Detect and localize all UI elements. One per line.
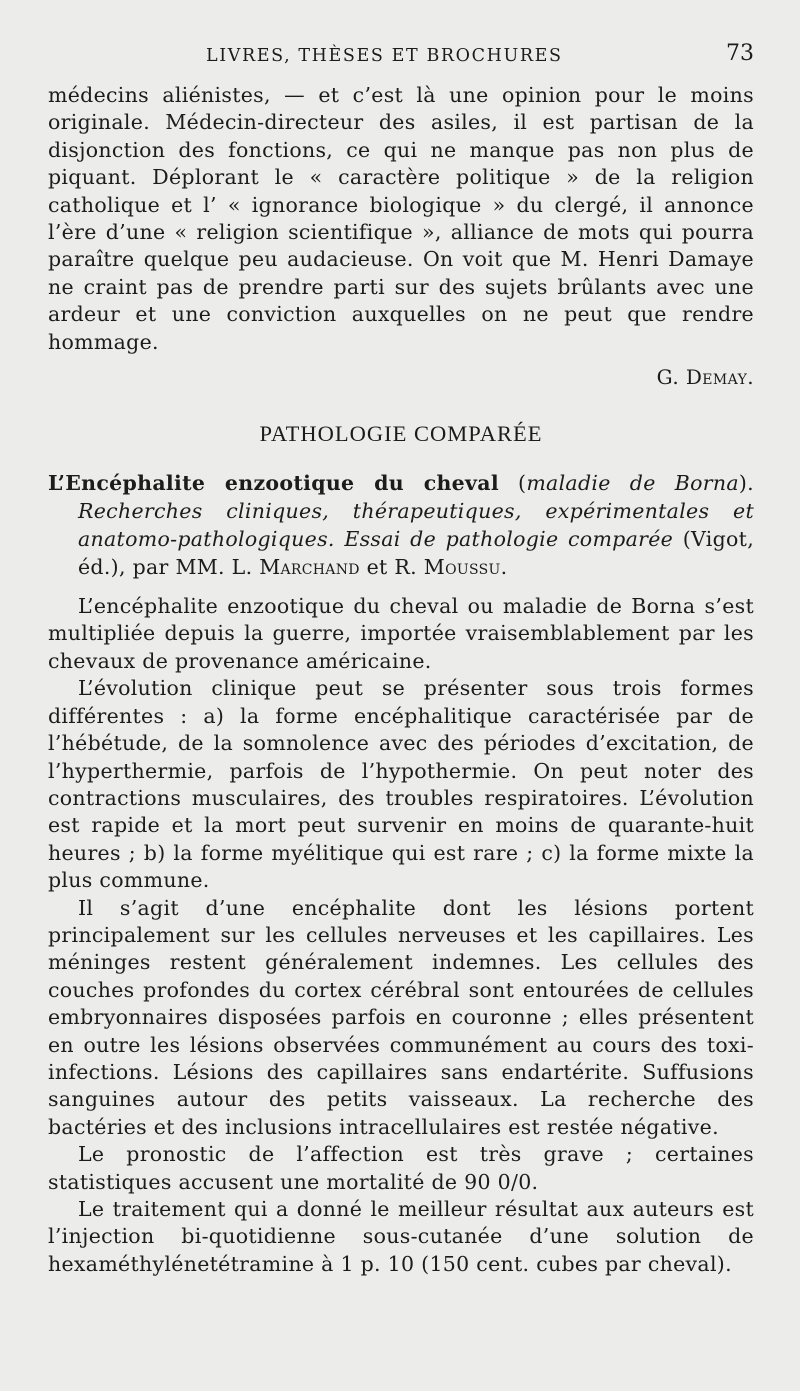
citation-author-2: Moussu. — [423, 555, 508, 580]
citation-title: L’Encéphalite enzootique du cheval — [48, 471, 499, 496]
section-title: PATHOLOGIE COMPARÉE — [259, 421, 543, 447]
signature-name: Demay. — [685, 365, 754, 390]
citation-author-1: Marchand — [259, 555, 360, 580]
citation-description: Recherches cliniques, thérapeutiques, expérimentales et anatomo-pathologiques. Essai de pathologie comparée — [78, 499, 754, 552]
body-paragraph: Le traitement qui a donné le meilleur résultat aux auteurs est l’injection bi-quotidienne sous-cutanée d’une solution de hexaméthylénetétramine à 1 p. 10 (150 cent. cubes par cheval). — [48, 1197, 754, 1276]
running-title: LIVRES, THÈSES ET BROCHURES — [206, 46, 563, 66]
book-citation — [48, 469, 754, 581]
body-paragraph: L’encéphalite enzootique du cheval ou maladie de Borna s’est multipliée depuis la guerre, importée vraisemblablement par les chevaux de provenance américaine. — [48, 594, 754, 673]
review-signature — [48, 365, 754, 389]
body-paragraph: Le pronostic de l’affection est très grave ; certaines statistiques accusent une mortalité de 90 0/0. — [48, 1142, 754, 1194]
review-continuation-paragraph: médecins aliénistes, — et c’est là une opinion pour le moins originale. Médecin-directeur des asiles, il est partisan de la disjonction des fonctions, ce qui ne manque pas non plus de piquant. Déplorant le « caractère politique » de la religion catholique et l’ « ignorance biologique » du clergé, il annonce l’ère d’une « religion scientifique », alliance de mots qui pourra paraître quelque peu audacieuse. On voit que M. Henri Damaye ne craint pas de prendre parti sur des sujets brûlants avec une ardeur et une conviction auxquelles on ne peut que rendre hommage. — [48, 83, 754, 354]
citation-close-paren: ). — [738, 471, 754, 496]
citation-and: et R. — [359, 555, 424, 580]
running-header — [48, 38, 754, 82]
citation-publisher: (Vigot, éd.), par MM. L. — [78, 527, 755, 580]
body-paragraph: L’évolution clinique peut se présenter sous trois formes différentes : a) la forme encéphalitique caractérisée par de l’hébétude, de la somnolence avec des périodes d’excitation, de l’hyperthermie, parfois de l’hypothermie. On peut noter des contractions musculaires, des troubles respiratoires. L’évolution est rapide et la mort peut survenir en moins de quarante-huit heures ; b) la forme myélitique qui est rare ; c) la forme mixte la plus commune. — [48, 676, 754, 893]
body-paragraph: Il s’agit d’une encéphalite dont les lésions portent principalement sur les cellules nerveuses et les capillaires. Les méninges restent généralement indemnes. Les cellules des couches profondes du cortex cérébral sont entourées de cellules embryonnaires disposées parfois en couronne ; elles présentent en outre les lésions observées communément au cours des toxi-infections. Lésions des capillaires sans endartérite. Suffusions sanguines autour des petits vaisseaux. La recherche des bactéries et des inclusions intracellulaires est restée négative. — [48, 895, 754, 1139]
page-number: 73 — [726, 41, 754, 66]
citation-subtitle: maladie de Borna — [526, 471, 739, 496]
review-body — [48, 593, 754, 1278]
signature-initial: G. — [656, 365, 686, 390]
citation-open-paren: ( — [498, 471, 527, 496]
